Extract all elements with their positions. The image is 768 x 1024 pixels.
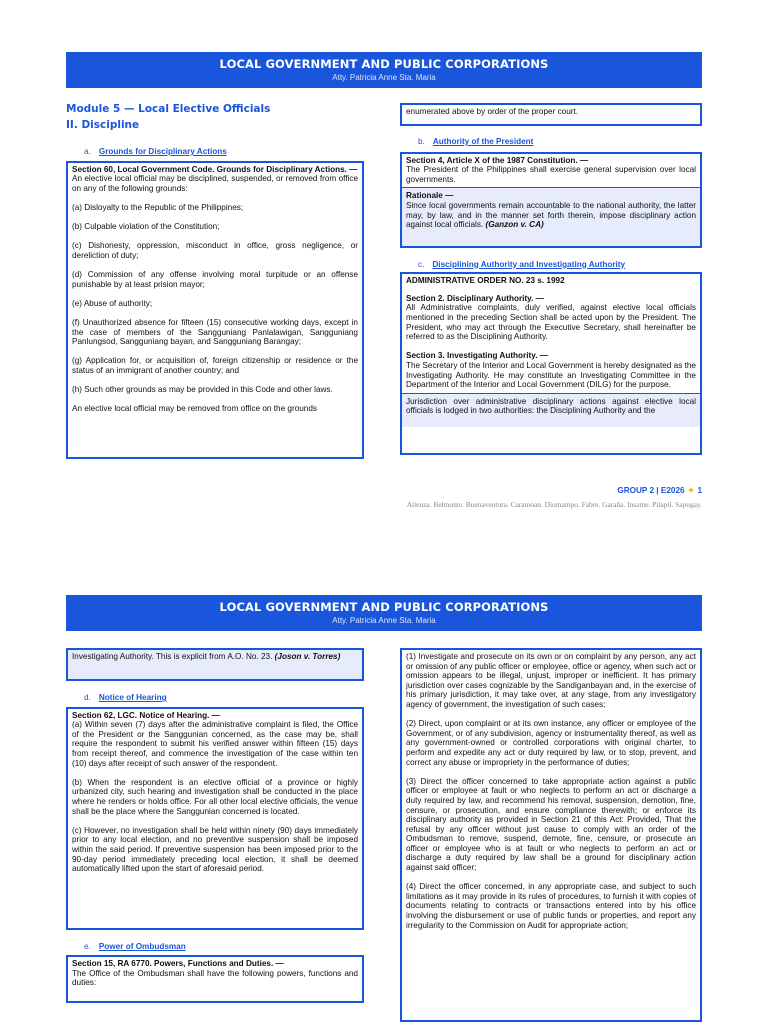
right-column — [400, 103, 702, 455]
section-heading-e — [84, 942, 364, 952]
jurisdiction-note — [402, 393, 700, 427]
president-box — [400, 152, 702, 248]
left-column — [66, 101, 364, 459]
left-column — [66, 648, 364, 1003]
ground-item: An elective local official may be removed from office on the grounds — [72, 404, 317, 414]
part-title: II. Discipline — [66, 119, 140, 131]
notice-item: (c) However, no investigation shall be held within ninety (90) days immediately prior to any local election, and no preventive suspension shall be imposed within the said period. If preventive suspension has been imposed prior to the 90-day period immediately preceding local election, it shall be deemed automatically lifted upon the start of aforesaid period. — [72, 825, 358, 874]
notice-item: (a) Within seven (7) days after the administrative complaint is filed, the Office of the President or the Sanggunian concerned, as the case may be, shall require the respondent to submit his verified answer within fifteen (15) days from receipt thereof, and commence the investigation of the case within ten (10) days after receipt of such answer of the respondent. — [72, 720, 358, 768]
authority-box — [400, 272, 702, 455]
section-link-grounds[interactable]: Grounds for Disciplinary Actions — [98, 147, 227, 156]
section-heading-b — [418, 137, 702, 147]
rationale-box — [402, 187, 700, 247]
box-text: The President of the Philippines shall exercise general supervision over local governments. — [406, 165, 696, 184]
grounds-box — [66, 161, 364, 459]
power-item: (2) Direct, upon complaint or at its own instance, any officer or employee of the Government, or of any subdivision, agency or instrumentality thereof, as well as any government-owned or controlled corporations with original charter, to perform and expedite any act or duty required by law, or to stop, prevent, and correct any abuse or impropriety in the performance of duties; — [406, 719, 696, 767]
ground-item: (b) Culpable violation of the Constitution; — [72, 222, 220, 232]
rationale-text: Since local governments remain accountable to the national authority, the latter may, by law, and in the manner set forth therein, impose disciplinary action against local officials. (Ganzon v. CA) — [406, 200, 696, 230]
page-header — [66, 595, 702, 631]
section-letter: c. — [418, 259, 425, 269]
group-members: Atienza. Belmonte. Buenaventura. Caramoan. Diomampo. Fabre. Garaña. Insame. Pilapil. Sapugay. — [406, 500, 702, 509]
ombudsman-box — [66, 955, 364, 1003]
ground-item: (g) Application for, or acquisition of, foreign citizenship or residence or the status of an immigrant of another country; and — [72, 356, 358, 376]
notice-item: (b) When the respondent is an elective official of a province or highly urbanized city, such hearing and investigation shall be conducted in the place where he renders or holds office. For all other local elective officials, the venue shall be the place where the Sanggunian concerned is located. — [72, 777, 358, 816]
subsection-heading: Section 3. Investigating Authority. — — [406, 351, 548, 361]
course-title: LOCAL GOVERNMENT AND PUBLIC CORPORATIONS — [219, 600, 549, 614]
continuation-text: Investigating Authority. This is explicit from A.O. No. 23. (Joson v. Torres) — [72, 652, 341, 661]
box-heading: Section 62, LGC. Notice of Hearing. — — [72, 710, 220, 720]
power-item: (3) Direct the officer concerned to take appropriate action against a public officer or employee at fault or who neglects to perform an act or discharge a duty required by law, and recommend his removal, suspension, demotion, fine, censure, or prosecution, and ensure compliance therewith; or enforce its disciplinary authority as provided in Section 21 of this Act: Provided, That the refusal by any officer without just cause to comply with an order of the Ombudsman to remove, suspend, demote, fine, censure, or prosecute an officer or employee who is at fault or who neglects to perform an act or discharge a duty required by law shall be a ground for disciplinary action against said officer; — [406, 776, 696, 873]
right-column — [400, 648, 702, 1022]
ground-item: (f) Unauthorized absence for fifteen (15) consecutive working days, except in the case of members of the Sangguniang Panlalawigan, Sangguniang Panlungsod, Sangguniang bayan, and Sangguniang Barangay; — [72, 318, 358, 347]
box-intro: An elective local official may be disciplined, suspended, or removed from office on any of the following grounds: — [72, 174, 358, 193]
box-text: The Office of the Ombudsman shall have the following powers, functions and duties: — [72, 968, 358, 988]
document-page-2 — [0, 595, 768, 1024]
box-heading: ADMINISTRATIVE ORDER NO. 23 s. 1992 — [406, 276, 565, 286]
ground-item: (a) Disloyalty to the Republic of the Philippines; — [72, 202, 244, 212]
section-link-president[interactable]: Authority of the President — [432, 137, 534, 146]
continuation-box — [66, 648, 364, 681]
section-link-authority[interactable]: Disciplining Authority and Investigating Authority — [432, 259, 626, 269]
power-item: (1) Investigate and prosecute on its own or on complaint by any person, any act or omission of any public officer or employee, office or agency, when such act or omission appears to be illegal, unjust, improper or inefficient. It has primary jurisdiction over cases cognizable by the Sandiganbayan and, in the exercise of his primary jurisdiction, it may take over, at any stage, from any investigatory agency of government, the investigation of such cases; — [406, 652, 696, 709]
continuation-box — [400, 103, 702, 126]
instructor-name: Atty. Patricia Anne Sta. Maria — [332, 73, 436, 82]
instructor-name: Atty. Patricia Anne Sta. Maria — [332, 616, 436, 625]
section-letter: a. — [84, 147, 91, 156]
ground-item: (e) Abuse of authority; — [72, 298, 153, 308]
case-citation: (Joson v. Torres) — [274, 652, 341, 661]
box-heading: Section 60, Local Government Code. Grounds for Disciplinary Actions. — — [72, 164, 358, 174]
page-number: 1 — [697, 486, 702, 495]
section-link-ombudsman[interactable]: Power of Ombudsman — [98, 941, 186, 951]
jurisdiction-text: Jurisdiction over administrative disciplinary actions against elective local officials is lodged in two authorities: the Disciplining Authority and the — [406, 396, 696, 416]
section-letter: b. — [418, 137, 425, 146]
case-citation: (Ganzon v. CA) — [485, 220, 544, 230]
rationale-heading: Rationale — — [406, 191, 454, 201]
module-title: Module 5 — Local Elective Officials — [66, 103, 271, 115]
section-letter: e. — [84, 941, 91, 951]
section-letter: d. — [84, 693, 91, 702]
course-title: LOCAL GOVERNMENT AND PUBLIC CORPORATIONS — [219, 57, 549, 71]
star-icon: ✦ — [687, 486, 695, 495]
section-heading-a — [84, 147, 364, 157]
subsection-text: All Administrative complaints, duly verified, against elective local officials mentioned in the preceding Section shall be acted upon by the President. The President, who may act through the Executive Secretary, shall hereinafter be referred to as the Disciplining Authority. — [406, 303, 696, 342]
box-heading: Section 4, Article X of the 1987 Constitution. — — [406, 155, 589, 165]
page-header — [66, 52, 702, 88]
power-item: (4) Direct the officer concerned, in any appropriate case, and subject to such limitations as it may provide in its rules of procedures, to furnish it with copies of documents relating to contracts or transactions entered into by his office involving the disbursement or use of public funds or properties, and report any irregularity to the Commission on Audit for appropriate action; — [406, 882, 696, 930]
subsection-heading: Section 2. Disciplinary Authority. — — [406, 293, 544, 303]
section-link-notice[interactable]: Notice of Hearing — [98, 693, 167, 702]
continuation-text: enumerated above by order of the proper court. — [406, 107, 579, 116]
ombudsman-powers-box — [400, 648, 702, 1022]
section-heading-c — [418, 260, 702, 270]
box-heading: Section 15, RA 6770. Powers, Functions and Duties. — — [72, 959, 284, 969]
group-label: GROUP 2 | E2026 — [617, 486, 685, 495]
subsection-text: The Secretary of the Interior and Local Government is hereby designated as the Investigating Authority. He may constitute an Investigating Committee in the Department of the Interior and Local Government (DILG) for the purpose. — [406, 360, 696, 390]
ground-item: (d) Commission of any offense involving moral turpitude or an offense punishable by at least prision mayor; — [72, 270, 358, 289]
page-footer — [617, 485, 702, 495]
ground-item: (c) Dishonesty, oppression, misconduct in office, gross negligence, or dereliction of duty; — [72, 241, 358, 260]
ground-item: (h) Such other grounds as may be provided in this Code and other laws. — [72, 385, 333, 395]
notice-box — [66, 707, 364, 930]
section-heading-d — [84, 693, 364, 703]
